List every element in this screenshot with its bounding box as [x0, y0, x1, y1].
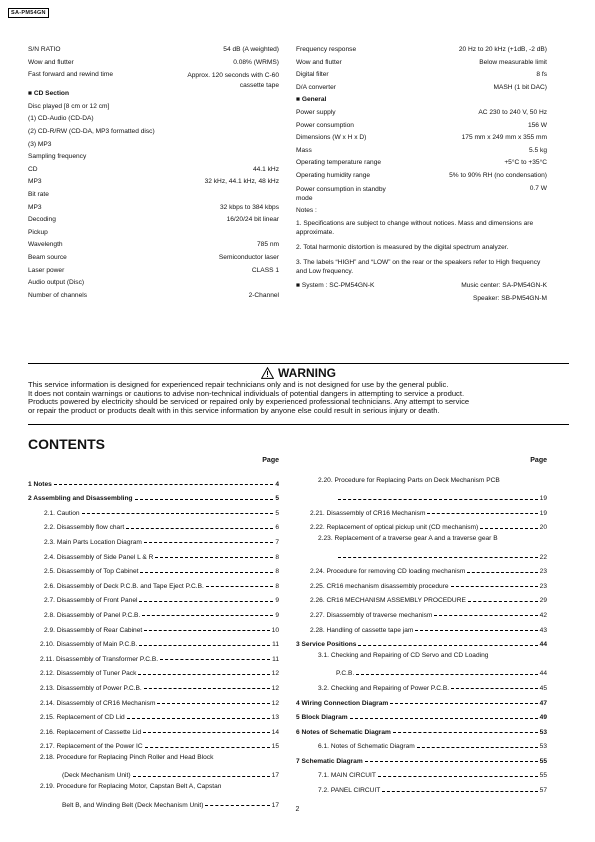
- toc-entry-title: 2.10. Disassembly of Main P.C.B.: [40, 641, 138, 649]
- toc-entry-page: 7: [275, 538, 279, 546]
- toc-right-column: [296, 457, 547, 794]
- toc-section: [296, 634, 547, 649]
- toc-entry: [28, 663, 279, 678]
- toc-entry-title: 2.2. Disassembly flow chart: [44, 524, 125, 532]
- toc-entry-title: 2.13. Disassembly of Power P.C.B.: [40, 684, 142, 692]
- spec-row: [296, 46, 547, 59]
- spec-value: 5% to 90% RH (no condensation): [449, 171, 547, 179]
- spec-row: [296, 134, 547, 147]
- system-label: ■ System : SC-PM54GN-K: [296, 282, 375, 290]
- toc-leader: [480, 528, 537, 529]
- spec-label: Power consumption in standby mode: [296, 185, 386, 203]
- spec-text: (3) MP3: [28, 140, 52, 148]
- toc-page-header: Page: [262, 457, 279, 464]
- spec-row: [296, 109, 547, 122]
- toc-entry-title: 2.17. Replacement of the Power IC: [40, 743, 143, 751]
- toc-entry-page: 15: [271, 743, 279, 751]
- spec-label: Wow and flutter: [28, 58, 74, 66]
- spec-row: [28, 204, 279, 217]
- spec-label: Decoding: [28, 216, 56, 224]
- toc-entry-page: 43: [539, 626, 547, 634]
- toc-entry-title: 7.2. PANEL CIRCUIT: [318, 787, 381, 795]
- toc-entry-page: 47: [539, 699, 547, 707]
- toc-leader: [127, 718, 270, 719]
- spec-row: [28, 241, 279, 254]
- system-value: Music center: SA-PM54GN-K: [461, 282, 547, 290]
- toc-leader: [365, 761, 538, 762]
- toc-leader: [126, 528, 273, 529]
- toc-entry-page: 4: [275, 480, 279, 488]
- spec-value: Below measurable limit: [479, 58, 547, 66]
- spec-text: (1) CD-Audio (CD-DA): [28, 115, 94, 123]
- toc-entry: [28, 561, 279, 576]
- toc-entry-title: 2.4. Disassembly of Side Panel L & R: [44, 553, 154, 561]
- spec-value: 54 dB (A weighted): [223, 46, 279, 53]
- toc-leader: [417, 747, 538, 748]
- toc-entry-title: 3.2. Checking and Repairing of Power P.C.B.: [318, 684, 450, 692]
- toc-entry: 2.20. Procedure for Replacing Parts on Deck Mechanism PCB: [318, 477, 500, 484]
- toc-entry: [28, 736, 279, 751]
- toc-leader: [139, 645, 270, 646]
- spec-row: [296, 147, 547, 160]
- spec-label: Operating temperature range: [296, 159, 382, 167]
- spec-row: [28, 216, 279, 229]
- spec-row: [28, 254, 279, 267]
- toc-entry-title: 2.7. Disassembly of Front Panel: [44, 597, 138, 605]
- spec-note: 2. Total harmonic distortion is measured by the digital spectrum analyzer.: [296, 244, 509, 252]
- toc-entry: [28, 634, 279, 649]
- toc-entry-page: 11: [272, 641, 279, 649]
- toc-entry: 2.23. Replacement of a traverse gear A and a traverse gear B: [318, 535, 498, 543]
- spec-text: (2) CD-R/RW (CD-DA, MP3 formatted disc): [28, 127, 155, 135]
- toc-entry: 2.18. Procedure for Replacing Pinch Roller and Head Block: [40, 754, 214, 762]
- toc-entry: [296, 575, 547, 590]
- warning-box: [28, 363, 569, 425]
- spec-label: D/A converter: [296, 83, 336, 91]
- toc-leader: [467, 572, 537, 573]
- toc-entry-title: 2.1. Caution: [44, 509, 80, 517]
- toc-entry: [28, 692, 279, 707]
- spec-value: AC 230 to 240 V, 50 Hz: [478, 108, 547, 116]
- toc-leader: [427, 513, 537, 514]
- toc-section: [28, 473, 279, 488]
- toc-entry: [28, 590, 279, 605]
- toc-entry-title: 2.12. Disassembly of Tuner Pack: [40, 670, 137, 678]
- toc-entry-page: 12: [271, 699, 279, 707]
- toc-section: [296, 721, 547, 736]
- spec-label: Digital filter: [296, 71, 329, 79]
- spec-row: [296, 159, 547, 172]
- spec-label: Beam source: [28, 253, 67, 261]
- toc-entry: [28, 677, 279, 692]
- spec-row: [28, 46, 279, 59]
- spec-value: 156 W: [527, 121, 547, 129]
- toc-leader: [451, 688, 538, 689]
- toc-leader: [145, 747, 270, 748]
- toc-entry-page: 10: [271, 626, 279, 634]
- toc-entry: [296, 663, 547, 678]
- toc-entry-page: 9: [275, 597, 279, 605]
- spec-label: Wow and flutter: [296, 58, 342, 66]
- toc-entry-page: 44: [539, 641, 547, 649]
- spec-row: [28, 267, 279, 280]
- spec-value: Semiconductor laser: [218, 253, 279, 261]
- toc-entry-title: 6 Notes of Schematic Diagram: [296, 728, 391, 736]
- toc-leader: [356, 674, 537, 675]
- toc-leader: [390, 703, 537, 704]
- warning-text: [28, 381, 569, 416]
- toc-entry: 3.1. Checking and Repairing of CD Servo and CD Loading: [318, 652, 489, 660]
- toc-leader: [139, 601, 273, 602]
- toc-entry: [296, 517, 547, 532]
- toc-leader: [143, 732, 269, 733]
- spec-row: [28, 71, 279, 90]
- contents-title: CONTENTS: [28, 436, 105, 452]
- toc-entry: [28, 531, 279, 546]
- spec-value: CLASS 1: [251, 266, 279, 274]
- toc-leader: [157, 703, 269, 704]
- toc-entry-title: 2.25. CR16 mechanism disassembly procedure: [310, 582, 449, 590]
- spec-value: 8 fs: [536, 71, 547, 79]
- warning-line: Products powered by electricity should be serviced or repaired only by experienced professional technicians. Any attempt to service: [28, 397, 470, 407]
- spec-label: Laser power: [28, 266, 65, 274]
- spec-label: Mass: [296, 146, 312, 154]
- toc-entry-title: 2.15. Replacement of CD Lid: [40, 714, 125, 722]
- toc-leader: [468, 601, 538, 602]
- toc-entry-page: 19: [539, 509, 547, 517]
- toc-entry: [28, 707, 279, 722]
- toc-entry-title: Belt B, and Winding Belt (Deck Mechanism Unit): [62, 801, 204, 809]
- warning-triangle-icon: [261, 367, 274, 379]
- toc-leader: [415, 630, 537, 631]
- toc-entry: [296, 736, 547, 751]
- toc-entry-title: 2.21. Disassembly of CR16 Mechanism: [310, 509, 426, 517]
- spec-label: MP3: [28, 203, 42, 211]
- toc-entry: [28, 575, 279, 590]
- toc-entry-title: 2.6. Disassembly of Deck P.C.B. and Tape Eject P.C.B.: [44, 582, 204, 590]
- specs-right-column: [296, 46, 547, 307]
- spec-section-heading: ■ General: [296, 96, 327, 104]
- toc-entry-page: 5: [275, 495, 279, 503]
- toc-entry-title: 7 Schematic Diagram: [296, 757, 363, 765]
- toc-entry-page: 49: [539, 714, 547, 722]
- specs-left-column: [28, 46, 279, 304]
- toc-entry-page: 55: [539, 757, 547, 765]
- toc-entry-title: 2.28. Handling of cassette tape jam: [310, 626, 414, 634]
- toc-entry-page: 45: [539, 684, 547, 692]
- toc-leader: [135, 499, 274, 500]
- toc-entry: [296, 502, 547, 517]
- toc-entry: [296, 779, 547, 794]
- toc-entry-page: 44: [539, 670, 547, 678]
- toc-leader: [82, 513, 274, 514]
- toc-entry-title: 1 Notes: [28, 480, 52, 488]
- toc-entry-page: 17: [271, 772, 279, 780]
- toc-entry-title: 2.8. Disassembly of Panel P.C.B.: [44, 611, 141, 619]
- spec-row: [296, 84, 547, 97]
- toc-entry-page: 12: [271, 670, 279, 678]
- toc-entry-title: 2.22. Replacement of optical pickup unit (CD mechanism): [310, 524, 479, 532]
- toc-leader: [155, 557, 273, 558]
- toc-entry-title: 6.1. Notes of Schematic Diagram: [318, 743, 415, 751]
- spec-label: Number of channels: [28, 291, 88, 299]
- spec-value: +5°C to +35°C: [504, 159, 547, 167]
- warning-line: or repair the product or products dealt with in this service information by anyone else could result in serious injury or death.: [28, 406, 440, 416]
- spec-label: Fast forward and rewind time: [28, 71, 114, 79]
- toc-entry-title: 2.14. Disassembly of CR16 Mechanism: [40, 699, 156, 707]
- warning-title: [28, 366, 569, 380]
- spec-label: Frequency response: [296, 46, 357, 53]
- toc-entry-title: 2.27. Disassembly of traverse mechanism: [310, 611, 433, 619]
- toc-leader: [160, 659, 270, 660]
- toc-entry: 2.19. Procedure for Replacing Motor, Capstan Belt A, Capstan: [40, 783, 222, 791]
- toc-leader: [206, 586, 274, 587]
- toc-entry: [28, 604, 279, 619]
- toc-entry-title: 2.24. Procedure for removing CD loading mechanism: [310, 568, 466, 576]
- toc-entry-page: 12: [271, 684, 279, 692]
- toc-section: [296, 692, 547, 707]
- toc-entry-page: 8: [275, 582, 279, 590]
- spec-text: Bit rate: [28, 190, 49, 198]
- spec-label: CD: [28, 165, 38, 173]
- toc-entry-title: 2.3. Main Parts Location Diagram: [44, 538, 142, 546]
- toc-section: [296, 750, 547, 765]
- toc-entry-page: 13: [271, 714, 279, 722]
- toc-entry: [28, 721, 279, 736]
- toc-entry: [296, 590, 547, 605]
- spec-text: Pickup: [28, 228, 48, 236]
- spec-row: [28, 166, 279, 179]
- spec-value: 20 Hz to 20 kHz (+1dB, -2 dB): [458, 46, 547, 53]
- toc-entry-page: 14: [271, 728, 279, 736]
- toc-entry: [28, 765, 279, 780]
- toc-entry: [28, 546, 279, 561]
- toc-entry-page: 53: [539, 743, 547, 751]
- toc-entry-title: 2 Assembling and Disassembling: [28, 495, 133, 503]
- toc-entry-page: 29: [539, 597, 547, 605]
- spec-label: Dimensions (W x H x D): [296, 134, 367, 142]
- system-speaker: Speaker: SB-PM54GN-M: [472, 294, 547, 302]
- toc-entry-title: 2.26. CR16 MECHANISM ASSEMBLY PROCEDURE: [310, 597, 466, 605]
- toc-leader: [140, 572, 273, 573]
- spec-row: [28, 292, 279, 305]
- spec-text: Notes :: [296, 206, 317, 214]
- toc-leader: [144, 688, 270, 689]
- toc-leader: [434, 615, 537, 616]
- spec-value: 5.5 kg: [529, 146, 547, 154]
- toc-entry-page: 11: [272, 655, 279, 663]
- toc-entry-page: 23: [539, 568, 547, 576]
- spec-row: [28, 59, 279, 72]
- spec-value: 32 kHz, 44.1 kHz, 48 kHz: [204, 178, 279, 186]
- toc-entry-title: 2.11. Disassembly of Transformer P.C.B.: [40, 655, 159, 663]
- toc-entry-page: 9: [275, 611, 279, 619]
- toc-entry-page: 6: [275, 524, 279, 532]
- toc-leader: [378, 776, 538, 777]
- spec-value: 32 kbps to 384 kbps: [219, 203, 279, 211]
- spec-value: 0.7 W: [529, 184, 547, 192]
- toc-entry-title: P.C.B.: [336, 670, 355, 678]
- toc-page-header: Page: [530, 457, 547, 464]
- spec-row: [296, 122, 547, 135]
- toc-section: [28, 488, 279, 503]
- spec-row: [296, 59, 547, 72]
- toc-entry-title: 7.1. MAIN CIRCUIT: [318, 772, 376, 780]
- toc-leader: [382, 791, 537, 792]
- toc-leader: [144, 630, 269, 631]
- toc-entry-title: 2.16. Replacement of Cassette Lid: [40, 728, 142, 736]
- toc-entry-page: 22: [539, 553, 547, 561]
- toc-leader: [142, 615, 273, 616]
- toc-entry-page: 23: [539, 582, 547, 590]
- toc-left-column: [28, 457, 279, 809]
- toc-entry: [296, 488, 547, 503]
- spec-text: Sampling frequency: [28, 153, 87, 161]
- spec-value: 2-Channel: [248, 291, 279, 299]
- toc-entry-title: 4 Wiring Connection Diagram: [296, 699, 389, 707]
- toc-leader: [133, 776, 270, 777]
- toc-entry-title: (Deck Mechanism Unit): [62, 772, 131, 780]
- toc-entry-page: 57: [539, 787, 547, 795]
- toc-leader: [338, 499, 538, 500]
- toc-entry-page: 53: [539, 728, 547, 736]
- spec-label: Wavelength: [28, 241, 63, 249]
- page-number: 2: [295, 806, 300, 813]
- toc-section: [296, 707, 547, 722]
- spec-label: S/N RATIO: [28, 46, 61, 53]
- toc-leader: [144, 542, 273, 543]
- toc-entry-page: 5: [275, 509, 279, 517]
- model-tag: SA-PM54GN: [8, 8, 49, 18]
- spec-row: [296, 185, 547, 207]
- toc-leader: [451, 586, 538, 587]
- spec-section-heading: ■ CD Section: [28, 90, 69, 98]
- toc-entry: [28, 502, 279, 517]
- spec-value: 16/20/24 bit linear: [226, 216, 279, 224]
- spec-value: Approx. 120 seconds with C-60 cassette tape: [187, 72, 279, 89]
- toc-entry-page: 17: [271, 801, 279, 809]
- spec-text: Disc played [8 cm or 12 cm]: [28, 102, 110, 110]
- system-line: [296, 282, 547, 295]
- spec-label: Operating humidity range: [296, 171, 371, 179]
- spec-value: 175 mm x 249 mm x 355 mm: [461, 134, 547, 142]
- toc-entry: [28, 619, 279, 634]
- toc-entry: [296, 619, 547, 634]
- spec-note: 3. The labels “HIGH” and “LOW” on the rear or the speakers refer to High frequency and Low frequency.: [296, 259, 541, 276]
- toc-leader: [358, 645, 537, 646]
- spec-value: 785 nm: [257, 241, 279, 249]
- toc-entry: [296, 677, 547, 692]
- warning-line: It does not contain warnings or cautions to advise non-technical individuals of potential dangers in attempting to service a product.: [28, 388, 465, 398]
- toc-entry: [28, 648, 279, 663]
- warning-line: This service information is designed for experienced repair technicians only and is not designed for use by the general public.: [28, 380, 449, 389]
- toc-entry-page: 55: [539, 772, 547, 780]
- toc-entry: [28, 517, 279, 532]
- toc-entry: [296, 765, 547, 780]
- toc-entry-page: 42: [539, 611, 547, 619]
- toc-entry: [296, 604, 547, 619]
- spec-value: 44.1 kHz: [252, 165, 279, 173]
- spec-note: 1. Specifications are subject to change without notices. Mass and dimensions are approximate.: [296, 220, 534, 237]
- toc-entry-page: 20: [539, 524, 547, 532]
- spec-row: [296, 172, 547, 185]
- warning-title-text: WARNING: [278, 366, 336, 380]
- spec-text: Audio output (Disc): [28, 279, 85, 287]
- toc-entry-title: 2.9. Disassembly of Rear Cabinet: [44, 626, 143, 634]
- toc-leader: [350, 718, 538, 719]
- toc-entry-page: 8: [275, 553, 279, 561]
- toc-leader: [138, 674, 269, 675]
- spec-label: MP3: [28, 178, 42, 186]
- toc-entry-title: 3 Service Positions: [296, 641, 357, 649]
- toc-leader: [54, 484, 274, 485]
- spec-value: MASH (1 bit DAC): [493, 83, 547, 91]
- spec-row: [28, 178, 279, 191]
- spec-label: Power consumption: [296, 121, 354, 129]
- toc-leader: [338, 557, 538, 558]
- spec-row: [296, 71, 547, 84]
- toc-entry-page: 8: [275, 568, 279, 576]
- toc-leader: [393, 732, 538, 733]
- toc-entry-title: 5 Block Diagram: [296, 714, 348, 722]
- spec-label: Power supply: [296, 108, 336, 116]
- toc-entry: [296, 561, 547, 576]
- toc-entry-page: 19: [539, 495, 547, 503]
- toc-entry-title: 2.5. Disassembly of Top Cabinet: [44, 568, 139, 576]
- toc-entry: [296, 546, 547, 561]
- spec-value: 0.08% (WRMS): [233, 58, 279, 66]
